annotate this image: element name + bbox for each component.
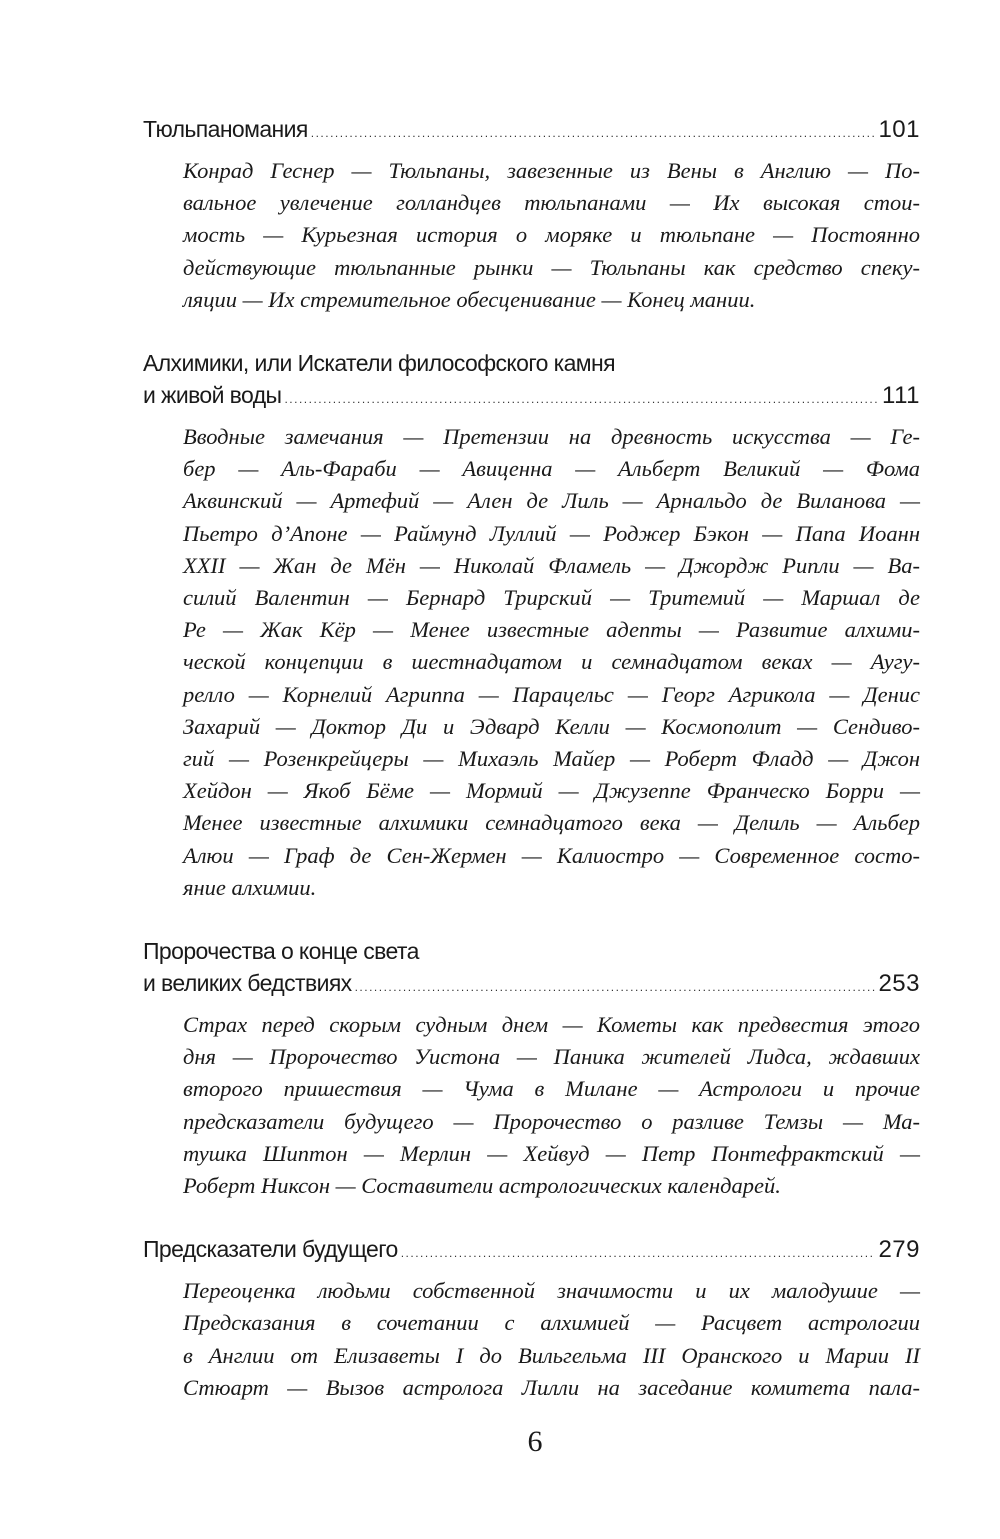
summary-line: гий — Розенкрейцеры — Михаэль Майер — Роберт Фладд — Джон [183, 746, 920, 772]
summary-line: Ре — Жак Кёр — Менее известные адепты — Развитие алхими- [183, 617, 920, 643]
toc-entry-title-line: Алхимики, или Искатели философского камня [143, 350, 615, 377]
page-number: 6 [527, 1425, 543, 1458]
toc-entry [143, 935, 920, 1202]
summary-line: в Англии от Елизаветы I до Вильгельма III Оранского и Марии II [183, 1342, 920, 1368]
toc-entry-title-line: Пророчества о конце света [143, 938, 419, 965]
toc-entry-summary [183, 421, 920, 904]
summary-line: Страх перед скорым судным днем — Кометы как предвестия этого [183, 1012, 920, 1038]
summary-line: Менее известные алхимики семнадцатого века — Делиль — Альбер [183, 810, 920, 836]
summary-line: Предсказания в сочетании с алхимией — Расцвет астрологии [183, 1310, 920, 1336]
table-of-contents [143, 113, 920, 1435]
summary-line: XXII — Жан де Мён — Николай Фламель — Джордж Рипли — Ва- [183, 552, 920, 578]
summary-line: Вводные замечания — Претензии на древность искусства — Ге- [183, 424, 920, 450]
summary-line: вальное увлечение голландцев тюльпанами — Их высокая стои- [183, 190, 920, 216]
summary-line: силий Валентин — Бернард Трирский — Тритемий — Маршал де [183, 585, 920, 611]
toc-entry [143, 113, 920, 316]
toc-entry-title-line: Предсказатели будущего [143, 1236, 398, 1263]
summary-line: второго пришествия — Чума в Милане — Астрологи и прочие [183, 1076, 920, 1102]
summary-line: мость — Курьезная история о моряке и тюльпане — Постоянно [183, 222, 920, 248]
summary-line: Роберт Никсон — Составители астрологических календарей. [183, 1173, 781, 1199]
toc-entry-title-line: Тюльпаномания [143, 116, 308, 142]
toc-page-number: 279 [878, 1236, 920, 1264]
summary-line: яние алхимии. [183, 874, 317, 900]
summary-line: дня — Пророчество Уистона — Паника жителей Лидса, ждавших [183, 1044, 920, 1070]
summary-line: Конрад Геснер — Тюльпаны, завезенные из Вены в Англию — По- [183, 158, 920, 183]
summary-line: Аквинский — Артефий — Ален де Лиль — Арнальдо де Виланова — [183, 488, 920, 514]
summary-line: ческой концепции в шестнадцатом и семнадцатом веках — Аугу- [183, 649, 920, 675]
summary-line: Хейдон — Якоб Бёме — Мормий — Джузеппе Франческо Борри — [183, 778, 920, 804]
toc-entry-heading [143, 935, 920, 1003]
dot-leader [311, 117, 876, 149]
summary-line: Алюи — Граф де Сен-Жермен — Калиостро — Современное состо- [183, 842, 920, 868]
dot-leader [284, 383, 879, 415]
dot-leader [401, 1237, 876, 1269]
summary-line: Стюарт — Вызов астролога Лилли на заседание комитета пала- [183, 1374, 920, 1400]
summary-line: бер — Аль-Фараби — Авиценна — Альберт Великий — Фома [183, 456, 920, 482]
toc-entry-title-line: и великих бедствиях [143, 970, 352, 997]
toc-entry-summary [183, 1275, 920, 1404]
summary-line: Пьетро д’Апоне — Раймунд Луллий — Роджер Бэкон — Папа Иоанн [183, 520, 920, 546]
toc-entry [143, 1233, 920, 1404]
toc-entry-heading [143, 113, 920, 149]
toc-entry-heading [143, 1233, 920, 1269]
summary-line: тушка Шиптон — Мерлин — Хейвуд — Петр Понтефрактский — [183, 1140, 920, 1166]
summary-line: действующие тюльпанные рынки — Тюльпаны как средство спеку- [183, 254, 920, 280]
toc-entry-summary [183, 155, 920, 316]
summary-line: предсказатели будущего — Пророчество о разливе Темзы — Ма- [183, 1108, 920, 1134]
toc-page-number: 101 [878, 116, 920, 143]
toc-entry-heading [143, 347, 920, 415]
toc-page-number: 111 [882, 382, 920, 410]
summary-line: ляции — Их стремительное обесценивание — Конец мании. [183, 286, 756, 312]
toc-entry [143, 347, 920, 904]
toc-page-number: 253 [878, 970, 920, 998]
toc-entry-summary [183, 1009, 920, 1202]
toc-entry-title-line: и живой воды [143, 382, 282, 409]
summary-line: Захарий — Доктор Ди и Эдвард Келли — Космополит — Сендиво- [183, 713, 920, 739]
dot-leader [355, 971, 876, 1003]
summary-line: релло — Корнелий Агриппа — Парацельс — Георг Агрикола — Денис [183, 681, 920, 707]
summary-line: Переоценка людьми собственной значимости и их малодушие — [183, 1278, 920, 1304]
